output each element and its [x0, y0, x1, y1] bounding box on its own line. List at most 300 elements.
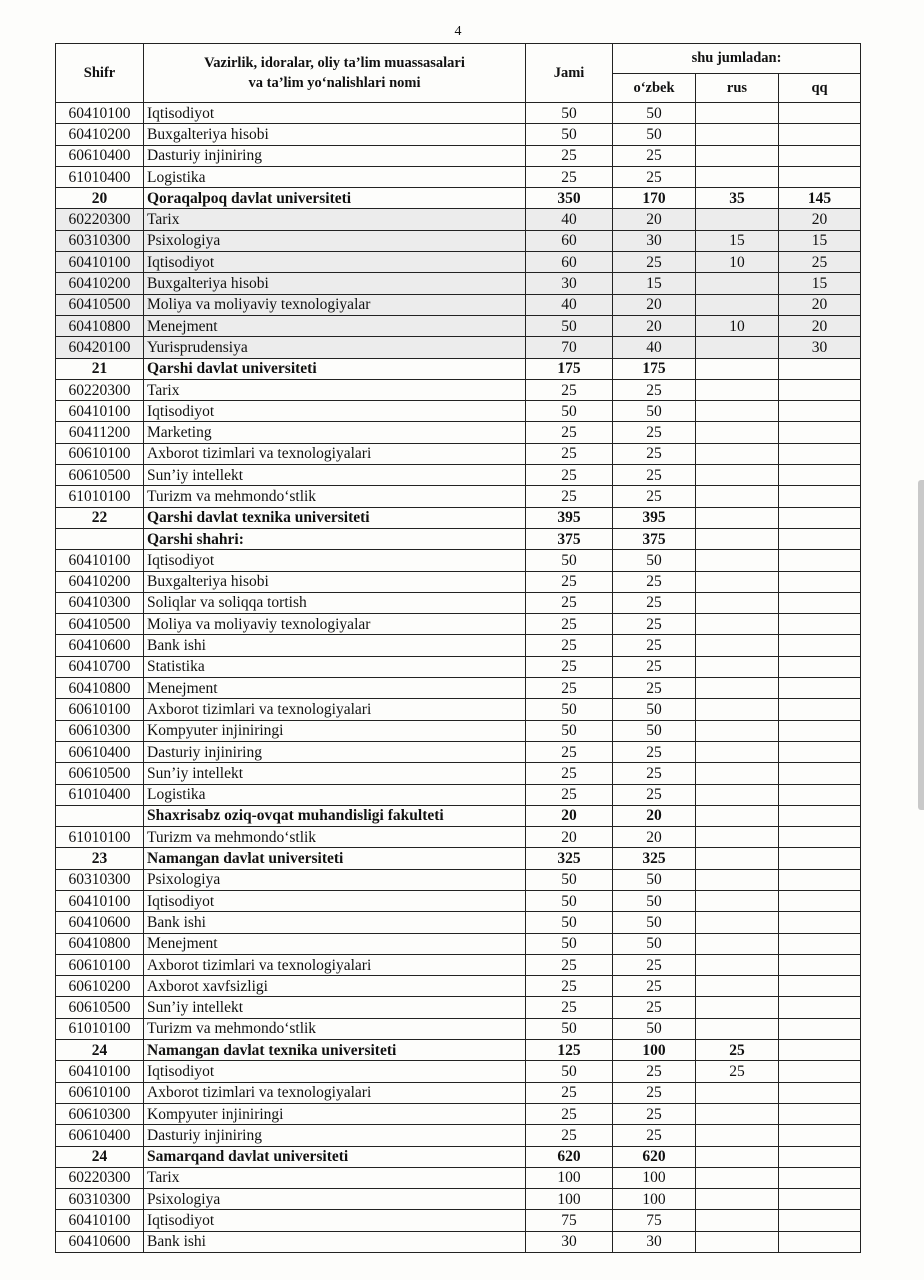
cell-name: Statistika [144, 656, 526, 677]
cell-name: Bank ishi [144, 1231, 526, 1252]
cell-total: 25 [526, 422, 613, 443]
cell-total: 50 [526, 720, 613, 741]
cell-karakalpak [779, 358, 861, 379]
cell-uzbek: 30 [613, 230, 696, 251]
cell-uzbek: 25 [613, 741, 696, 762]
cell-total: 60 [526, 230, 613, 251]
cell-code: 60420100 [56, 337, 144, 358]
table-row [56, 784, 861, 805]
cell-code: 24 [56, 1040, 144, 1061]
cell-karakalpak [779, 1082, 861, 1103]
cell-total: 25 [526, 763, 613, 784]
table-row [56, 890, 861, 911]
cell-karakalpak [779, 1146, 861, 1167]
cell-total: 40 [526, 209, 613, 230]
cell-uzbek: 20 [613, 827, 696, 848]
cell-total: 20 [526, 827, 613, 848]
cell-code: 22 [56, 507, 144, 528]
cell-karakalpak [779, 784, 861, 805]
cell-name: Tarix [144, 1167, 526, 1188]
cell-russian [696, 337, 779, 358]
table-row [56, 422, 861, 443]
cell-total: 50 [526, 1061, 613, 1082]
cell-uzbek: 20 [613, 315, 696, 336]
cell-karakalpak [779, 1167, 861, 1188]
cell-code: 60410100 [56, 550, 144, 571]
cell-russian [696, 358, 779, 379]
table-row-group [56, 507, 861, 528]
cell-uzbek: 325 [613, 848, 696, 869]
cell-russian [696, 784, 779, 805]
cell-uzbek: 40 [613, 337, 696, 358]
cell-name: Menejment [144, 678, 526, 699]
cell-russian [696, 635, 779, 656]
table-row [56, 720, 861, 741]
table-row-group [56, 1040, 861, 1061]
cell-code: 60310300 [56, 1189, 144, 1210]
table-row [56, 124, 861, 145]
cell-uzbek: 395 [613, 507, 696, 528]
header-name-line2: va ta’lim yo‘nalishlari nomi [248, 75, 421, 91]
cell-karakalpak [779, 379, 861, 400]
cell-name: Logistika [144, 784, 526, 805]
cell-karakalpak [779, 124, 861, 145]
cell-karakalpak [779, 827, 861, 848]
cell-karakalpak: 20 [779, 294, 861, 315]
cell-karakalpak [779, 145, 861, 166]
cell-code: 60610200 [56, 976, 144, 997]
table-row [56, 443, 861, 464]
cell-uzbek: 25 [613, 592, 696, 613]
cell-name: Psixologiya [144, 230, 526, 251]
cell-name: Qarshi davlat texnika universiteti [144, 507, 526, 528]
cell-total: 50 [526, 315, 613, 336]
cell-total: 50 [526, 124, 613, 145]
cell-karakalpak [779, 933, 861, 954]
cell-name: Axborot xavfsizligi [144, 976, 526, 997]
cell-russian [696, 912, 779, 933]
cell-total: 620 [526, 1146, 613, 1167]
cell-russian [696, 166, 779, 187]
header-including: shu jumladan: [613, 44, 861, 74]
cell-name: Turizm va mehmondo‘stlik [144, 827, 526, 848]
cell-uzbek: 175 [613, 358, 696, 379]
cell-uzbek: 50 [613, 124, 696, 145]
cell-code: 61010400 [56, 166, 144, 187]
cell-karakalpak [779, 528, 861, 549]
cell-total: 50 [526, 912, 613, 933]
cell-total: 25 [526, 656, 613, 677]
cell-karakalpak [779, 699, 861, 720]
table-row [56, 997, 861, 1018]
table-row [56, 678, 861, 699]
cell-uzbek: 50 [613, 720, 696, 741]
cell-name: Bank ishi [144, 912, 526, 933]
cell-name: Axborot tizimlari va texnologiyalari [144, 954, 526, 975]
cell-total: 100 [526, 1167, 613, 1188]
cell-uzbek: 25 [613, 465, 696, 486]
header-karakalpak: qq [779, 74, 861, 103]
cell-karakalpak [779, 486, 861, 507]
cell-name: Iqtisodiyot [144, 550, 526, 571]
table-row [56, 614, 861, 635]
cell-russian [696, 741, 779, 762]
table-row [56, 763, 861, 784]
cell-karakalpak [779, 465, 861, 486]
cell-name: Namangan davlat universiteti [144, 848, 526, 869]
cell-name: Buxgalteriya hisobi [144, 571, 526, 592]
cell-total: 350 [526, 188, 613, 209]
cell-uzbek: 50 [613, 1018, 696, 1039]
cell-name: Axborot tizimlari va texnologiyalari [144, 1082, 526, 1103]
cell-karakalpak [779, 1210, 861, 1231]
header-uzbek: o‘zbek [613, 74, 696, 103]
cell-code: 60610400 [56, 145, 144, 166]
cell-code: 60610100 [56, 699, 144, 720]
table-row [56, 230, 861, 251]
cell-russian: 25 [696, 1040, 779, 1061]
table-row [56, 954, 861, 975]
table-row-group [56, 805, 861, 826]
cell-total: 60 [526, 252, 613, 273]
cell-uzbek: 20 [613, 294, 696, 315]
cell-karakalpak [779, 1189, 861, 1210]
cell-code: 60410100 [56, 401, 144, 422]
cell-uzbek: 50 [613, 869, 696, 890]
cell-russian [696, 678, 779, 699]
cell-total: 25 [526, 1125, 613, 1146]
cell-russian [696, 103, 779, 124]
cell-uzbek: 50 [613, 699, 696, 720]
cell-name: Logistika [144, 166, 526, 187]
cell-total: 50 [526, 890, 613, 911]
cell-uzbek: 25 [613, 656, 696, 677]
cell-russian [696, 592, 779, 613]
cell-uzbek: 75 [613, 1210, 696, 1231]
table-row [56, 1125, 861, 1146]
cell-name: Tarix [144, 209, 526, 230]
table-row [56, 1018, 861, 1039]
cell-code: 61010400 [56, 784, 144, 805]
cell-name: Kompyuter injiniringi [144, 1103, 526, 1124]
cell-name: Sun’iy intellekt [144, 465, 526, 486]
cell-uzbek: 25 [613, 976, 696, 997]
table-row [56, 550, 861, 571]
cell-uzbek: 30 [613, 1231, 696, 1252]
cell-total: 50 [526, 1018, 613, 1039]
cell-karakalpak [779, 869, 861, 890]
cell-code: 23 [56, 848, 144, 869]
cell-karakalpak [779, 997, 861, 1018]
cell-uzbek: 50 [613, 933, 696, 954]
cell-name: Iqtisodiyot [144, 401, 526, 422]
cell-code: 60610100 [56, 443, 144, 464]
cell-total: 25 [526, 1103, 613, 1124]
cell-name: Tarix [144, 379, 526, 400]
cell-uzbek: 25 [613, 763, 696, 784]
table-row [56, 209, 861, 230]
table-row [56, 592, 861, 613]
table-body [56, 103, 861, 1253]
table-row [56, 1167, 861, 1188]
cell-name: Namangan davlat texnika universiteti [144, 1040, 526, 1061]
cell-total: 25 [526, 145, 613, 166]
cell-karakalpak [779, 954, 861, 975]
table-row [56, 379, 861, 400]
table-row-group [56, 358, 861, 379]
cell-code: 60220300 [56, 209, 144, 230]
cell-code: 61010100 [56, 827, 144, 848]
cell-karakalpak [779, 1103, 861, 1124]
cell-karakalpak [779, 401, 861, 422]
cell-russian [696, 1146, 779, 1167]
cell-name: Moliya va moliyaviy texnologiyalar [144, 614, 526, 635]
cell-karakalpak [779, 890, 861, 911]
cell-code [56, 528, 144, 549]
cell-russian [696, 379, 779, 400]
table-row [56, 912, 861, 933]
cell-name: Qoraqalpoq davlat universiteti [144, 188, 526, 209]
cell-total: 25 [526, 166, 613, 187]
cell-karakalpak: 145 [779, 188, 861, 209]
cell-uzbek: 620 [613, 1146, 696, 1167]
scroll-edge [918, 480, 924, 810]
cell-karakalpak [779, 1125, 861, 1146]
cell-karakalpak [779, 443, 861, 464]
header-code: Shifr [56, 44, 144, 103]
cell-code: 60410200 [56, 273, 144, 294]
cell-russian: 10 [696, 252, 779, 273]
cell-code: 60410600 [56, 912, 144, 933]
cell-uzbek: 50 [613, 401, 696, 422]
cell-uzbek: 25 [613, 1082, 696, 1103]
cell-code: 60410100 [56, 252, 144, 273]
cell-code: 60310300 [56, 869, 144, 890]
cell-name: Soliqlar va soliqqa tortish [144, 592, 526, 613]
cell-name: Qarshi davlat universiteti [144, 358, 526, 379]
table-row [56, 465, 861, 486]
cell-uzbek: 50 [613, 912, 696, 933]
cell-uzbek: 25 [613, 784, 696, 805]
cell-name: Sun’iy intellekt [144, 997, 526, 1018]
cell-uzbek: 25 [613, 614, 696, 635]
cell-code: 60410600 [56, 1231, 144, 1252]
cell-name: Yurisprudensiya [144, 337, 526, 358]
cell-karakalpak: 30 [779, 337, 861, 358]
cell-total: 175 [526, 358, 613, 379]
cell-karakalpak [779, 507, 861, 528]
cell-russian [696, 1018, 779, 1039]
cell-total: 100 [526, 1189, 613, 1210]
cell-code: 60310300 [56, 230, 144, 251]
cell-code: 60410100 [56, 103, 144, 124]
cell-total: 25 [526, 465, 613, 486]
cell-russian [696, 699, 779, 720]
table-row [56, 699, 861, 720]
cell-code: 60410500 [56, 614, 144, 635]
cell-total: 50 [526, 103, 613, 124]
cell-code: 60410100 [56, 1061, 144, 1082]
cell-uzbek: 25 [613, 252, 696, 273]
cell-total: 30 [526, 273, 613, 294]
cell-code: 60220300 [56, 379, 144, 400]
cell-karakalpak [779, 571, 861, 592]
table-row [56, 1061, 861, 1082]
cell-russian [696, 294, 779, 315]
cell-uzbek: 100 [613, 1040, 696, 1061]
cell-uzbek: 25 [613, 997, 696, 1018]
cell-total: 30 [526, 1231, 613, 1252]
cell-name: Axborot tizimlari va texnologiyalari [144, 699, 526, 720]
cell-uzbek: 25 [613, 571, 696, 592]
cell-russian [696, 827, 779, 848]
cell-russian [696, 1231, 779, 1252]
cell-code: 60410600 [56, 635, 144, 656]
cell-russian [696, 528, 779, 549]
table-row [56, 1231, 861, 1252]
cell-russian [696, 465, 779, 486]
cell-karakalpak: 20 [779, 315, 861, 336]
cell-total: 40 [526, 294, 613, 315]
cell-total: 25 [526, 486, 613, 507]
cell-name: Iqtisodiyot [144, 1210, 526, 1231]
cell-code: 60610500 [56, 465, 144, 486]
cell-uzbek: 170 [613, 188, 696, 209]
cell-total: 375 [526, 528, 613, 549]
table-row [56, 869, 861, 890]
cell-name: Samarqand davlat universiteti [144, 1146, 526, 1167]
cell-code: 60410800 [56, 315, 144, 336]
table-row [56, 1210, 861, 1231]
cell-uzbek: 25 [613, 1125, 696, 1146]
cell-name: Turizm va mehmondo‘stlik [144, 486, 526, 507]
table-row [56, 315, 861, 336]
cell-total: 70 [526, 337, 613, 358]
cell-code: 21 [56, 358, 144, 379]
cell-russian [696, 997, 779, 1018]
cell-uzbek: 100 [613, 1167, 696, 1188]
cell-uzbek: 100 [613, 1189, 696, 1210]
cell-name: Bank ishi [144, 635, 526, 656]
cell-code: 61010100 [56, 1018, 144, 1039]
table-row [56, 1082, 861, 1103]
table-row [56, 294, 861, 315]
cell-name: Iqtisodiyot [144, 890, 526, 911]
table-row [56, 656, 861, 677]
cell-code [56, 805, 144, 826]
cell-total: 50 [526, 933, 613, 954]
cell-name: Qarshi shahri: [144, 528, 526, 549]
cell-code: 24 [56, 1146, 144, 1167]
cell-uzbek: 25 [613, 678, 696, 699]
header-name-line1: Vazirlik, idoralar, oliy ta’lim muassasalari [204, 55, 465, 71]
cell-karakalpak: 15 [779, 230, 861, 251]
cell-uzbek: 25 [613, 1103, 696, 1124]
cell-russian [696, 1189, 779, 1210]
cell-russian [696, 550, 779, 571]
cell-total: 50 [526, 869, 613, 890]
cell-total: 75 [526, 1210, 613, 1231]
cell-russian [696, 1082, 779, 1103]
cell-uzbek: 25 [613, 145, 696, 166]
cell-uzbek: 50 [613, 550, 696, 571]
cell-name: Psixologiya [144, 869, 526, 890]
cell-uzbek: 25 [613, 379, 696, 400]
cell-russian [696, 890, 779, 911]
cell-code: 60220300 [56, 1167, 144, 1188]
cell-total: 25 [526, 1082, 613, 1103]
cell-russian: 25 [696, 1061, 779, 1082]
cell-karakalpak [779, 741, 861, 762]
table-row [56, 1189, 861, 1210]
cell-karakalpak [779, 166, 861, 187]
cell-russian: 35 [696, 188, 779, 209]
cell-uzbek: 50 [613, 103, 696, 124]
cell-russian [696, 869, 779, 890]
cell-uzbek: 20 [613, 805, 696, 826]
cell-name: Shaxrisabz oziq-ovqat muhandisligi fakulteti [144, 805, 526, 826]
cell-russian [696, 954, 779, 975]
table-row [56, 166, 861, 187]
cell-russian [696, 124, 779, 145]
cell-code: 61010100 [56, 486, 144, 507]
cell-russian [696, 805, 779, 826]
table-row-group [56, 1146, 861, 1167]
cell-name: Dasturiy injiniring [144, 145, 526, 166]
cell-karakalpak [779, 1040, 861, 1061]
cell-code: 60610100 [56, 1082, 144, 1103]
cell-code: 60410100 [56, 1210, 144, 1231]
cell-russian [696, 401, 779, 422]
cell-uzbek: 25 [613, 422, 696, 443]
table-row [56, 337, 861, 358]
cell-total: 50 [526, 699, 613, 720]
cell-total: 25 [526, 592, 613, 613]
cell-karakalpak [779, 912, 861, 933]
cell-code: 60410800 [56, 933, 144, 954]
table-row-group [56, 848, 861, 869]
cell-name: Moliya va moliyaviy texnologiyalar [144, 294, 526, 315]
cell-karakalpak: 20 [779, 209, 861, 230]
cell-karakalpak [779, 805, 861, 826]
admission-quota-table [55, 43, 861, 1253]
cell-code: 60411200 [56, 422, 144, 443]
table-row [56, 273, 861, 294]
cell-karakalpak: 15 [779, 273, 861, 294]
page-number: 4 [454, 24, 462, 39]
cell-code: 20 [56, 188, 144, 209]
cell-russian [696, 486, 779, 507]
cell-russian: 15 [696, 230, 779, 251]
cell-code: 60410100 [56, 890, 144, 911]
cell-total: 25 [526, 571, 613, 592]
cell-russian [696, 422, 779, 443]
cell-uzbek: 25 [613, 443, 696, 464]
cell-total: 125 [526, 1040, 613, 1061]
cell-code: 60610500 [56, 997, 144, 1018]
cell-total: 25 [526, 954, 613, 975]
cell-russian [696, 933, 779, 954]
table-row [56, 976, 861, 997]
cell-total: 25 [526, 379, 613, 400]
cell-russian [696, 720, 779, 741]
cell-total: 25 [526, 635, 613, 656]
cell-russian: 10 [696, 315, 779, 336]
cell-karakalpak [779, 656, 861, 677]
cell-total: 25 [526, 443, 613, 464]
cell-code: 60610500 [56, 763, 144, 784]
cell-uzbek: 375 [613, 528, 696, 549]
